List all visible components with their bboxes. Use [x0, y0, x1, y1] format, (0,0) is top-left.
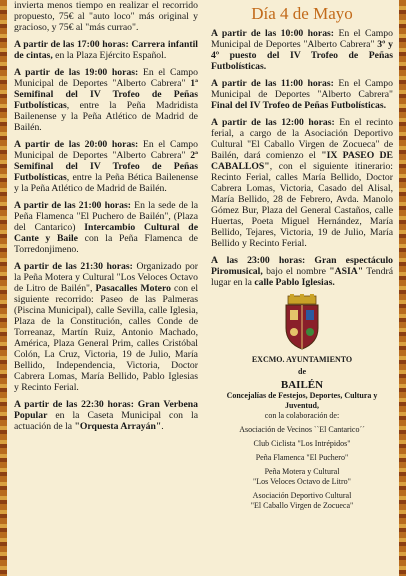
ayuntamiento-line-1: EXCMO. AYUNTAMIENTO [251, 355, 353, 364]
collaborator-5a: Asociación Deportivo Cultural [252, 491, 352, 500]
coat-of-arms [211, 294, 393, 353]
collaborator-2: Club Ciclista "Los Intrépidos" [253, 439, 351, 448]
event-pasacalles-motero: A partir de las 21:30 horas: Organizado por la Peña Motera y Cultural "Los Veloces Octavo de Litro de Bailén", Pasacalles Motero con el siguiente recorrido: Paseo de las Palmeras (Piscina Municipal), calle Sevilla, calle Iglesia, Plaza de la Constitución, calles Conde de Torreanaz, Martín Ruiz, Antonio Machado, América, Plaza General Prim, calles Cristóbal Colón, La Cruz, Victoria, 19 de Julio, María Bellido, Independencia, Victoria, Doctor Cabrera Lomas, María Bellido, Pablo Iglesias y Recinto Ferial. [14, 261, 199, 393]
event-carrera-cintas: A partir de las 17:00 horas: Carrera infantil de cintas, en la Plaza Ejército Español. [14, 39, 198, 61]
collaborator-4b: "Los Veloces Octavo de Litro" [253, 477, 351, 486]
colaboracion-label: con la colaboración de: [264, 411, 340, 420]
left-column [14, 0, 198, 438]
collaborator-3: Peña Flamenca "El Puchero" [255, 453, 349, 462]
ayuntamiento-line-2: de [298, 367, 306, 376]
ayuntamiento-line-3: BAILÉN [280, 379, 324, 391]
event-continuation: invierta menos tiempo en realizar el recorrido propuesto, 75€ al "auto loco" más original y gracioso, y 75€ al "más currao". [14, 0, 198, 33]
event-paseo-caballos: A partir de las 12:00 horas: En el recinto ferial, a cargo de la Asociación Deportivo Cultural "El Caballo Virgen de Zocueca" de Bailén, dará comienzo el "IX PASEO DE CABALLOS", con el siguiente itinerario: Recinto Ferial, calles María Bellido, Doctor Cabrera Lomas, Victoria, Casado del Alisal, María Bellido, 28 de Febrero, Avda. Manolo Gómez Bur, Plaza del General Castaños, calle Huertas, Poeta Miguel Hernández, María Bellido, Tejares, Victoria, 19 de Julio, María Bellido y Recinto Ferial. [211, 117, 394, 249]
event-piromusical: A las 23:00 horas: Gran espectáculo Piromusical, bajo el nombre "ASIA" Tendrá lugar en la calle Pablo Iglesias. [211, 255, 394, 288]
right-column [211, 0, 393, 511]
event-semifinal-2: A partir de las 20:00 horas: En el Campo Municipal de Deportes "Alberto Cabrera" 2ª Semifinal del IV Trofeo de Peñas Futbolísticas, entre la Peña Bética Bailenense y la Peña Atlético de Madrid de Bailén. [14, 139, 199, 194]
collaborator-1: Asociación de Vecinos ``El Cantarico´´ [239, 425, 365, 434]
day-heading: Día 4 de Mayo [251, 4, 353, 23]
decorative-border-right [399, 0, 406, 576]
coat-of-arms-icon [280, 294, 324, 350]
event-tercer-cuarto-puesto: A partir de las 10:00 horas: En el Campo Municipal de Deportes "Alberto Cabrera" 3º y 4º puesto del IV Trofeo de Peñas Futbolísticas. [211, 28, 394, 72]
event-semifinal-1: A partir de las 19:00 horas: En el Campo Municipal de Deportes "Alberto Cabrera" 1ª Semifinal del IV Trofeo de Peñas Futbolísticas, entre la Peña Madridista Bailenense y la Peña Atlético de Madrid de Bailén. [14, 67, 199, 133]
collaborator-5b: "El Caballo Virgen de Zocueca" [250, 501, 354, 510]
event-intercambio-cultural: A partir de las 21:00 horas: En la sede de la Peña Flamenca "El Puchero de Bailén", (Plaza del Cantarico) Intercambio Cultural de Cante y Baile con la Peña Flamenca de Torredonjimeno. [14, 200, 199, 255]
concejalias: Concejalías de Festejos, Deportes, Cultura y Juventud, [226, 391, 378, 410]
decorative-border-left [0, 0, 7, 576]
event-verbena-popular: A partir de las 22:30 horas: Gran Verbena Popular en la Caseta Municipal con la actuación de la "Orquesta Arrayán". [14, 399, 199, 432]
event-final-trofeo: A partir de las 11:00 horas: En el Campo Municipal de Deportes "Alberto Cabrera" Final del IV Trofeo de Peñas Futbolísticas. [211, 78, 393, 111]
collaborator-4a: Peña Motera y Cultural [264, 467, 340, 476]
